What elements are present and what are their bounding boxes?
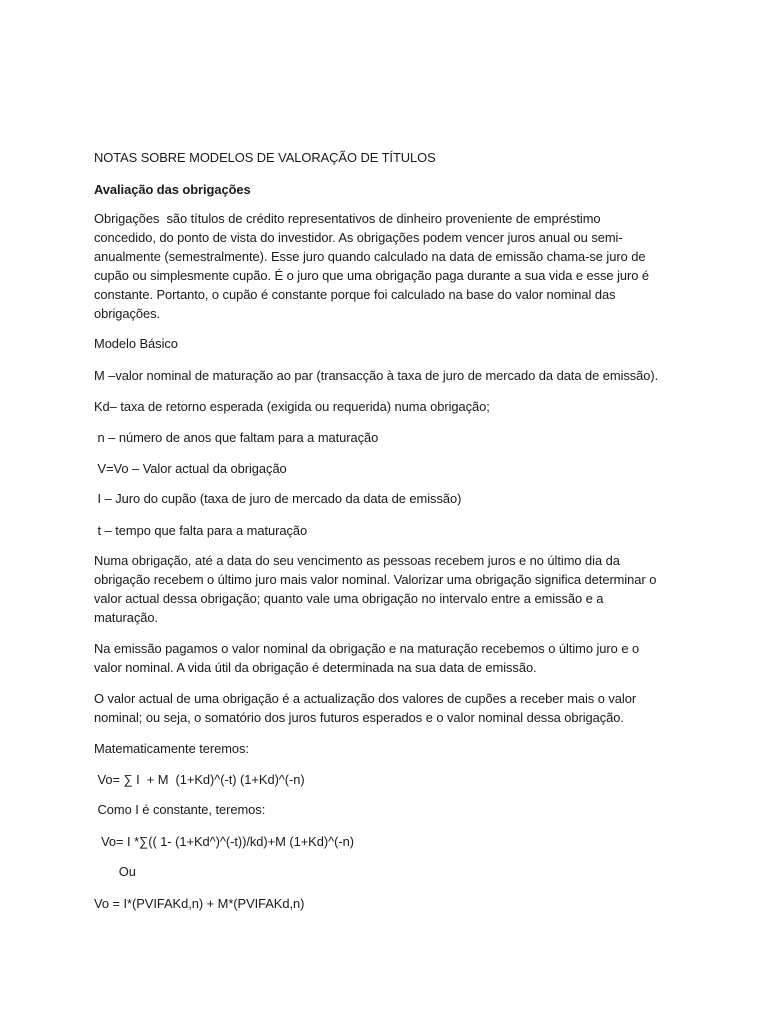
paragraph-line: obrigação recebem o último juro mais valor nominal. Valorizar uma obrigação significa determinar o [94, 572, 657, 587]
definition-v: V=Vo – Valor actual da obrigação [94, 461, 287, 476]
formula-1: Vo= ∑ I + M (1+Kd)^(-t) (1+Kd)^(-n) [94, 772, 305, 787]
paragraph-line: obrigações. [94, 306, 161, 321]
paragraph-line: O valor actual de uma obrigação é a actualização dos valores de cupões a receber mais o valor [94, 691, 637, 706]
paragraph-line: anualmente (semestralmente). Esse juro quando calculado na data de emissão chama-se juro de [94, 249, 646, 264]
math-intro: Matematicamente teremos: [94, 741, 249, 756]
paragraph-line: Na emissão pagamos o valor nominal da obrigação e na maturação recebemos o último juro e o [94, 641, 640, 656]
paragraph-line: valor nominal. A vida útil da obrigação é determinada na sua data de emissão. [94, 660, 537, 675]
definition-kd: Kd– taxa de retorno esperada (exigida ou requerida) numa obrigação; [94, 399, 490, 414]
paragraph-line: maturação. [94, 610, 158, 625]
model-label: Modelo Básico [94, 336, 178, 351]
formula-2: Vo= I *∑(( 1- (1+Kd^)^(-t))/kd)+M (1+Kd)^(-n) [94, 834, 354, 849]
constant-note: Como I é constante, teremos: [94, 802, 266, 817]
formula-3: Vo = I*(PVIFAKd,n) + M*(PVIFAKd,n) [94, 896, 305, 911]
or-label: Ou [94, 864, 136, 879]
definition-i: I – Juro do cupão (taxa de juro de mercado da data de emissão) [94, 491, 462, 506]
paragraph-line: valor actual dessa obrigação; quanto vale uma obrigação no intervalo entre a emissão e a [94, 591, 604, 606]
definition-n: n – número de anos que faltam para a maturação [94, 430, 379, 445]
paragraph-line: nominal; ou seja, o somatório dos juros futuros esperados e o valor nominal dessa obrigação. [94, 710, 624, 725]
paragraph-line: Obrigações são títulos de crédito representativos de dinheiro proveniente de empréstimo [94, 211, 601, 226]
definition-t: t – tempo que falta para a maturação [94, 523, 308, 538]
paragraph-line: concedido, do ponto de vista do investidor. As obrigações podem vencer juros anual ou semi- [94, 230, 623, 245]
document-title: NOTAS SOBRE MODELOS DE VALORAÇÃO DE TÍTULOS [94, 150, 436, 165]
paragraph-line: cupão ou simplesmente cupão. É o juro que uma obrigação paga durante a sua vida e esse juro é [94, 268, 650, 283]
paragraph-line: Numa obrigação, até a data do seu vencimento as pessoas recebem juros e no último dia da [94, 553, 620, 568]
paragraph-line: constante. Portanto, o cupão é constante porque foi calculado na base do valor nominal das [94, 287, 616, 302]
section-heading: Avaliação das obrigações [94, 182, 251, 197]
definition-m: M –valor nominal de maturação ao par (transacção à taxa de juro de mercado da data de emissão). [94, 368, 659, 383]
